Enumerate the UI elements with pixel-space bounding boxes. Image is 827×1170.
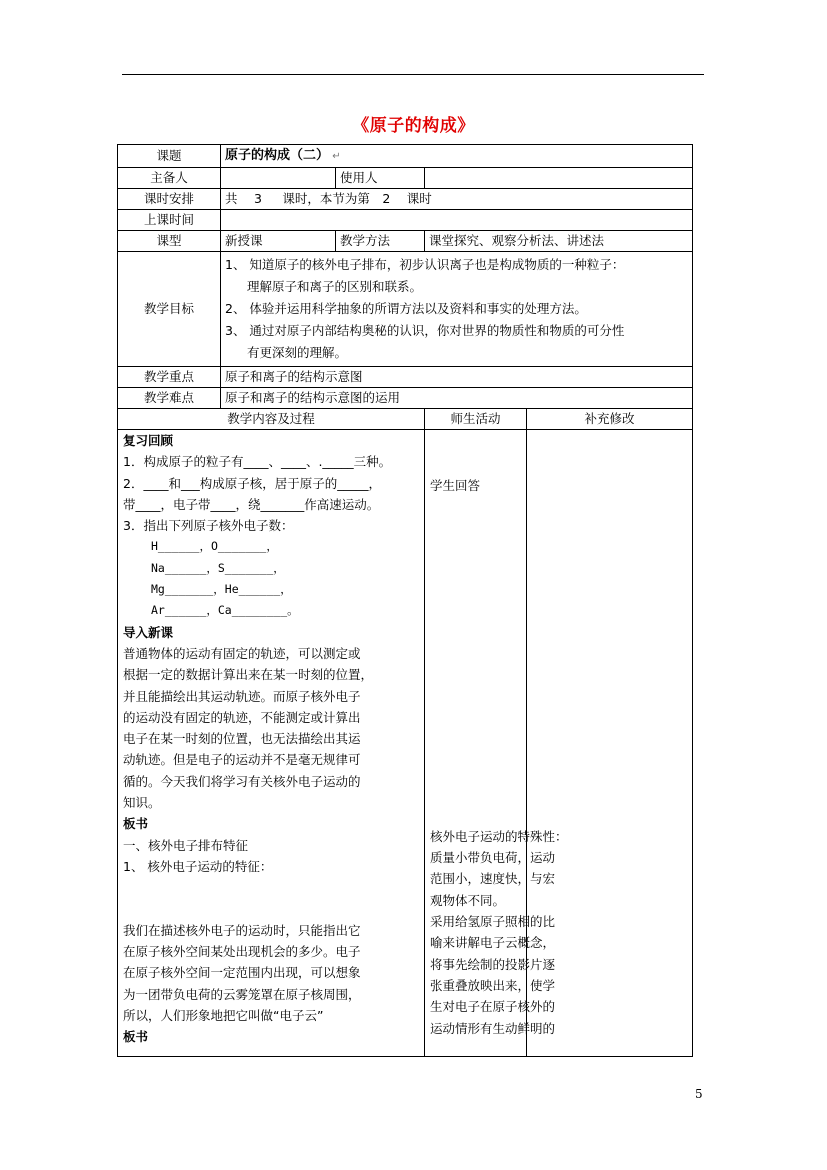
- row-class-time: [118, 210, 693, 231]
- goal-line-2: 理解原子和离子的区别和联系。: [247, 279, 423, 294]
- content-header: 教学内容及过程: [118, 409, 425, 430]
- activity-cell: [425, 430, 568, 1057]
- spacer: [430, 451, 521, 472]
- goal-line-1: 1、 知道原子的核外电子排布，初步认识离子也是构成物质的一种粒子：: [225, 257, 625, 272]
- row-difficulty: [118, 388, 693, 409]
- page-number: 5: [695, 1087, 703, 1101]
- spacer: [123, 899, 419, 920]
- activity-line-8: 张重叠放映出来，使学: [430, 977, 556, 993]
- schedule-label: 课时安排: [118, 189, 221, 210]
- student-answer: 学生回答: [430, 477, 481, 493]
- board-item-1: 一、核外电子排布特征: [123, 837, 249, 853]
- goal-line-4: 3、 通过对原子内部结构奥秘的认识，你对世界的物质性和物质的可分性: [225, 323, 625, 338]
- element-row-4: Ar______，Ca________。: [151, 603, 299, 618]
- activity-line-6: 喻来讲解电子云概念，: [430, 935, 556, 951]
- cloud-line-1: 我们在描述核外电子的运动时，只能指出它: [123, 922, 361, 938]
- intro-line-5: 电子在某一时刻的位置，也无法描绘出其运: [123, 731, 361, 747]
- board-heading-2: 板书: [123, 1029, 149, 1045]
- element-row-2: Na______，S_______，: [151, 560, 285, 575]
- activity-header: 师生活动: [425, 409, 527, 430]
- activity-line-3: 范围小，速度快，与宏: [430, 871, 556, 887]
- topic-value: 原子的构成（二） ↵: [221, 145, 693, 168]
- review-question-2a: 2．____和___构成原子核，居于原子的_____，: [123, 475, 381, 491]
- schedule-value: 共 3 课时，本节为第 2 课时: [221, 189, 693, 210]
- intro-line-4: 的运动没有固定的轨迹，不能测定或计算出: [123, 709, 361, 725]
- row-schedule: [118, 189, 693, 210]
- user-value: [425, 168, 693, 189]
- activity-line-9: 生对电子在原子核外的: [430, 999, 556, 1015]
- activity-line-4: 观物体不同。: [430, 892, 506, 908]
- notes-header: 补充修改: [527, 409, 693, 430]
- row-lesson-body: [118, 430, 693, 1057]
- content-cell: [118, 430, 425, 1057]
- goal-line-3: 2、 体验并运用科学抽象的所谓方法以及资料和事实的处理方法。: [225, 301, 587, 316]
- element-row-3: Mg_______，He______，: [151, 582, 292, 597]
- review-question-3: 3．指出下列原子核外电子数：: [123, 518, 294, 534]
- goals-value: [221, 252, 693, 367]
- type-label: 课型: [118, 231, 221, 252]
- document-title: 《原子的构成》: [352, 116, 475, 136]
- intro-line-6: 动轨迹。但是电子的运动并不是毫无规律可: [123, 752, 361, 768]
- method-value: 课堂探究、观察分析法、讲述法: [425, 231, 693, 252]
- intro-line-1: 普通物体的运动有固定的轨迹，可以测定或: [123, 645, 361, 661]
- row-preparer: [118, 168, 693, 189]
- difficulty-value: 原子和离子的结构示意图的运用: [221, 388, 693, 409]
- user-label: 使用人: [336, 168, 425, 189]
- cloud-line-2: 在原子核外空间某处出现机会的多少。电子: [123, 944, 361, 960]
- element-row-1: H______，O_______，: [151, 539, 278, 554]
- spacer: [430, 496, 521, 826]
- cloud-line-3: 在原子核外空间一定范围内出现，可以想象: [123, 965, 361, 981]
- cloud-line-5: 所以，人们形象地把它叫做“电子云”: [123, 1008, 324, 1024]
- activity-line-2: 质量小带负电荷，运动: [430, 850, 556, 866]
- intro-line-8: 知识。: [123, 795, 161, 811]
- intro-line-2: 根据一定的数据计算出来在某一时刻的位置，: [123, 667, 374, 683]
- topic-label: 课题: [118, 145, 221, 168]
- lesson-plan-table: [117, 144, 693, 1057]
- spacer: [430, 430, 521, 451]
- review-question-1: 1．构成原子的粒子有____、____、._____三种。: [123, 454, 392, 470]
- review-question-2b: 带____，电子带____，绕_______作高速运动。: [123, 496, 380, 512]
- review-heading: 复习回顾: [123, 433, 174, 448]
- intro-line-3: 并且能描绘出其运动轨迹。而原子核外电子: [123, 688, 361, 704]
- difficulty-label: 教学难点: [118, 388, 221, 409]
- board-item-2: 1、 核外电子运动的特征：: [123, 858, 273, 874]
- intro-heading: 导入新课: [123, 624, 174, 640]
- activity-line-10: 运动情形有生动鲜明的: [430, 1020, 556, 1036]
- row-topic: [118, 145, 693, 168]
- header-rule: [122, 74, 704, 75]
- row-type: [118, 231, 693, 252]
- intro-line-7: 循的。今天我们将学习有关核外电子运动的: [123, 773, 361, 789]
- preparer-value: [221, 168, 336, 189]
- board-heading: 板书: [123, 816, 149, 832]
- preparer-label: 主备人: [118, 168, 221, 189]
- goal-line-5: 有更深刻的理解。: [247, 345, 348, 360]
- goals-label: 教学目标: [118, 252, 221, 367]
- cloud-line-4: 为一团带负电荷的云雾笼罩在原子核周围，: [123, 986, 361, 1002]
- activity-line-1: 核外电子运动的特殊性：: [430, 828, 568, 844]
- key-point-label: 教学重点: [118, 367, 221, 388]
- activity-line-7: 将事先绘制的投影片逐: [430, 956, 556, 972]
- method-label: 教学方法: [336, 231, 425, 252]
- activity-line-5: 采用给氢原子照相的比: [430, 914, 556, 930]
- row-goals: [118, 252, 693, 367]
- key-point-value: 原子和离子的结构示意图: [221, 367, 693, 388]
- class-time-label: 上课时间: [118, 210, 221, 231]
- type-value: 新授课: [221, 231, 336, 252]
- row-key-point: [118, 367, 693, 388]
- class-time-value: [221, 210, 693, 231]
- row-column-headers: [118, 409, 693, 430]
- topic-text: 原子的构成（二）: [225, 148, 330, 163]
- spacer: [123, 877, 419, 898]
